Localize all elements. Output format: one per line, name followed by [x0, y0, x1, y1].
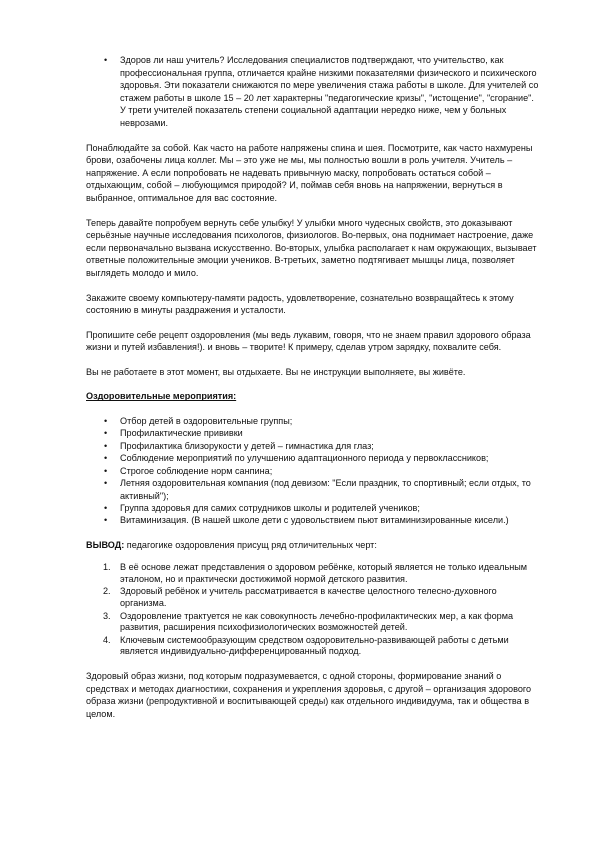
section-title: Оздоровительные мероприятия:	[86, 391, 237, 402]
list-item-text: В её основе лежат представления о здоровом ребёнке, который является не только идеальным эталоном, но и практически достижимой нормой детского развития.	[120, 562, 528, 585]
list-item	[86, 586, 539, 610]
conclusion-line	[86, 539, 539, 552]
features-list	[86, 562, 539, 658]
list-item	[86, 427, 539, 439]
paragraph-self-observation: Понаблюдайте за собой. Как часто на работе напряжены спина и шея. Посмотрите, как часто нахмурены брови, озабочены лица коллег. Мы – это уже не мы, мы полностью вошли в роль учителя. Учитель – напряжение. А если попробовать не надевать привычную маску, попробовать остаться собой – отдыхающим, собой – любующимся природой? И, поймав себя вновь на напряжении, вернуться в выбранное, оптимальное для вас состояние.	[86, 142, 533, 203]
list-item-text: Группа здоровья для самих сотрудников школы и родителей учеников;	[120, 502, 420, 513]
list-item-text: Летняя оздоровительная компания (под девизом: "Если праздник, то спортивный; если отдых, то активный");	[120, 478, 531, 501]
bullet-marker: •	[104, 55, 108, 65]
list-item	[86, 635, 539, 659]
list-item-text: Профилактика близорукости у детей – гимнастика для глаз;	[120, 440, 374, 451]
list-item	[86, 611, 539, 635]
bullet-marker: •	[104, 416, 108, 427]
list-item-text: Строгое соблюдение норм санпина;	[120, 465, 273, 476]
bullet-marker: •	[104, 453, 108, 464]
final-paragraph: Здоровый образ жизни, под которым подразумевается, с одной стороны, формирование знаний о средствах и методах диагностики, сохранения и укрепления здоровья, с другой – организация здорового образа жизни (репродуктивной и воспитывающей среды) как отдельного индивидуума, так и общества в целом.	[86, 671, 532, 719]
paragraph-rest: Вы не работаете в этот момент, вы отдыхаете. Вы не инструкции выполняете, вы живёте.	[86, 366, 466, 377]
bullet-marker: •	[104, 465, 108, 476]
intro-bullet-item	[86, 54, 539, 130]
list-item	[86, 477, 539, 502]
list-item-text: Профилактические прививки	[120, 428, 243, 439]
paragraph-memory: Закажите своему компьютеру-памяти радость, удовлетворение, сознательно возвращайтесь к этому состоянию в минуты раздражения и усталости.	[86, 292, 514, 316]
conclusion-label: ВЫВОД:	[86, 539, 125, 550]
list-item-text: Здоровый ребёнок и учитель рассматривается в качестве целостного телесно-духовного организма.	[120, 586, 497, 609]
list-item	[86, 465, 539, 477]
list-item-text: Соблюдение мероприятий по улучшению адаптационного периода у первоклассников;	[120, 453, 489, 464]
bullet-marker: •	[104, 428, 108, 439]
bullet-marker: •	[104, 515, 108, 526]
list-item-text: Оздоровление трактуется не как совокупность лечебно-профилактических мер, а как форма развития, расширения психофизиологических возможностей детей.	[120, 610, 514, 633]
list-number: 4.	[103, 634, 111, 645]
list-item	[86, 502, 539, 514]
intro-bullet-text: Здоров ли наш учитель? Исследования специалистов подтверждают, что учительство, как профессиональная группа, отличается крайне низкими показателями физического и психического здоровья. Эти показатели снижаются по мере увеличения стажа работы в школе. Для учителей со стажем работы в школе 15 – 20 лет характерны "педагогические кризы", "истощение", "сгорание". У трети учителей показатель степени социальной адаптации нередко ниже, чем у больных неврозами.	[120, 55, 539, 128]
list-item	[86, 415, 539, 427]
list-item	[86, 452, 539, 464]
health-measures-list	[86, 415, 539, 527]
list-number: 2.	[103, 586, 111, 597]
paragraph-smile: Теперь давайте попробуем вернуть себе улыбку! У улыбки много чудесных свойств, это доказывают серьёзные научные исследования психологов, физиологов. Во-первых, она поднимает настроение, даже если первоначально вызвана искусственно. Во-вторых, улыбка располагает к нам окружающих, вызывает ответные положительные эмоции учеников. В-третьих, заметно подтягивает мышцы лица, позволяет выглядеть молодо и мило.	[86, 217, 537, 278]
list-item-text: Ключевым системообразующим средством оздоровительно-развивающей работы с детьми является индивидуально-дифференцированный подход.	[120, 634, 509, 657]
list-number: 3.	[103, 610, 111, 621]
list-item	[86, 562, 539, 586]
list-item	[86, 440, 539, 452]
conclusion-text: педагогике оздоровления присущ ряд отличительных черт:	[124, 539, 377, 550]
paragraph-prescription: Пропишите себе рецепт оздоровления (мы ведь лукавим, говоря, что не знаем правил здорового образа жизни и путей избавления!). и вновь – творите! К примеру, сделав утром зарядку, похвалите себя.	[86, 329, 531, 353]
list-item	[86, 514, 539, 526]
bullet-marker: •	[104, 440, 108, 451]
list-number: 1.	[103, 562, 111, 573]
bullet-marker: •	[104, 502, 108, 513]
list-item-text: Витаминизация. (В нашей школе дети с удовольствием пьют витаминизированные кисели.)	[120, 515, 509, 526]
list-item-text: Отбор детей в оздоровительные группы;	[120, 416, 293, 427]
bullet-marker: •	[104, 478, 108, 489]
